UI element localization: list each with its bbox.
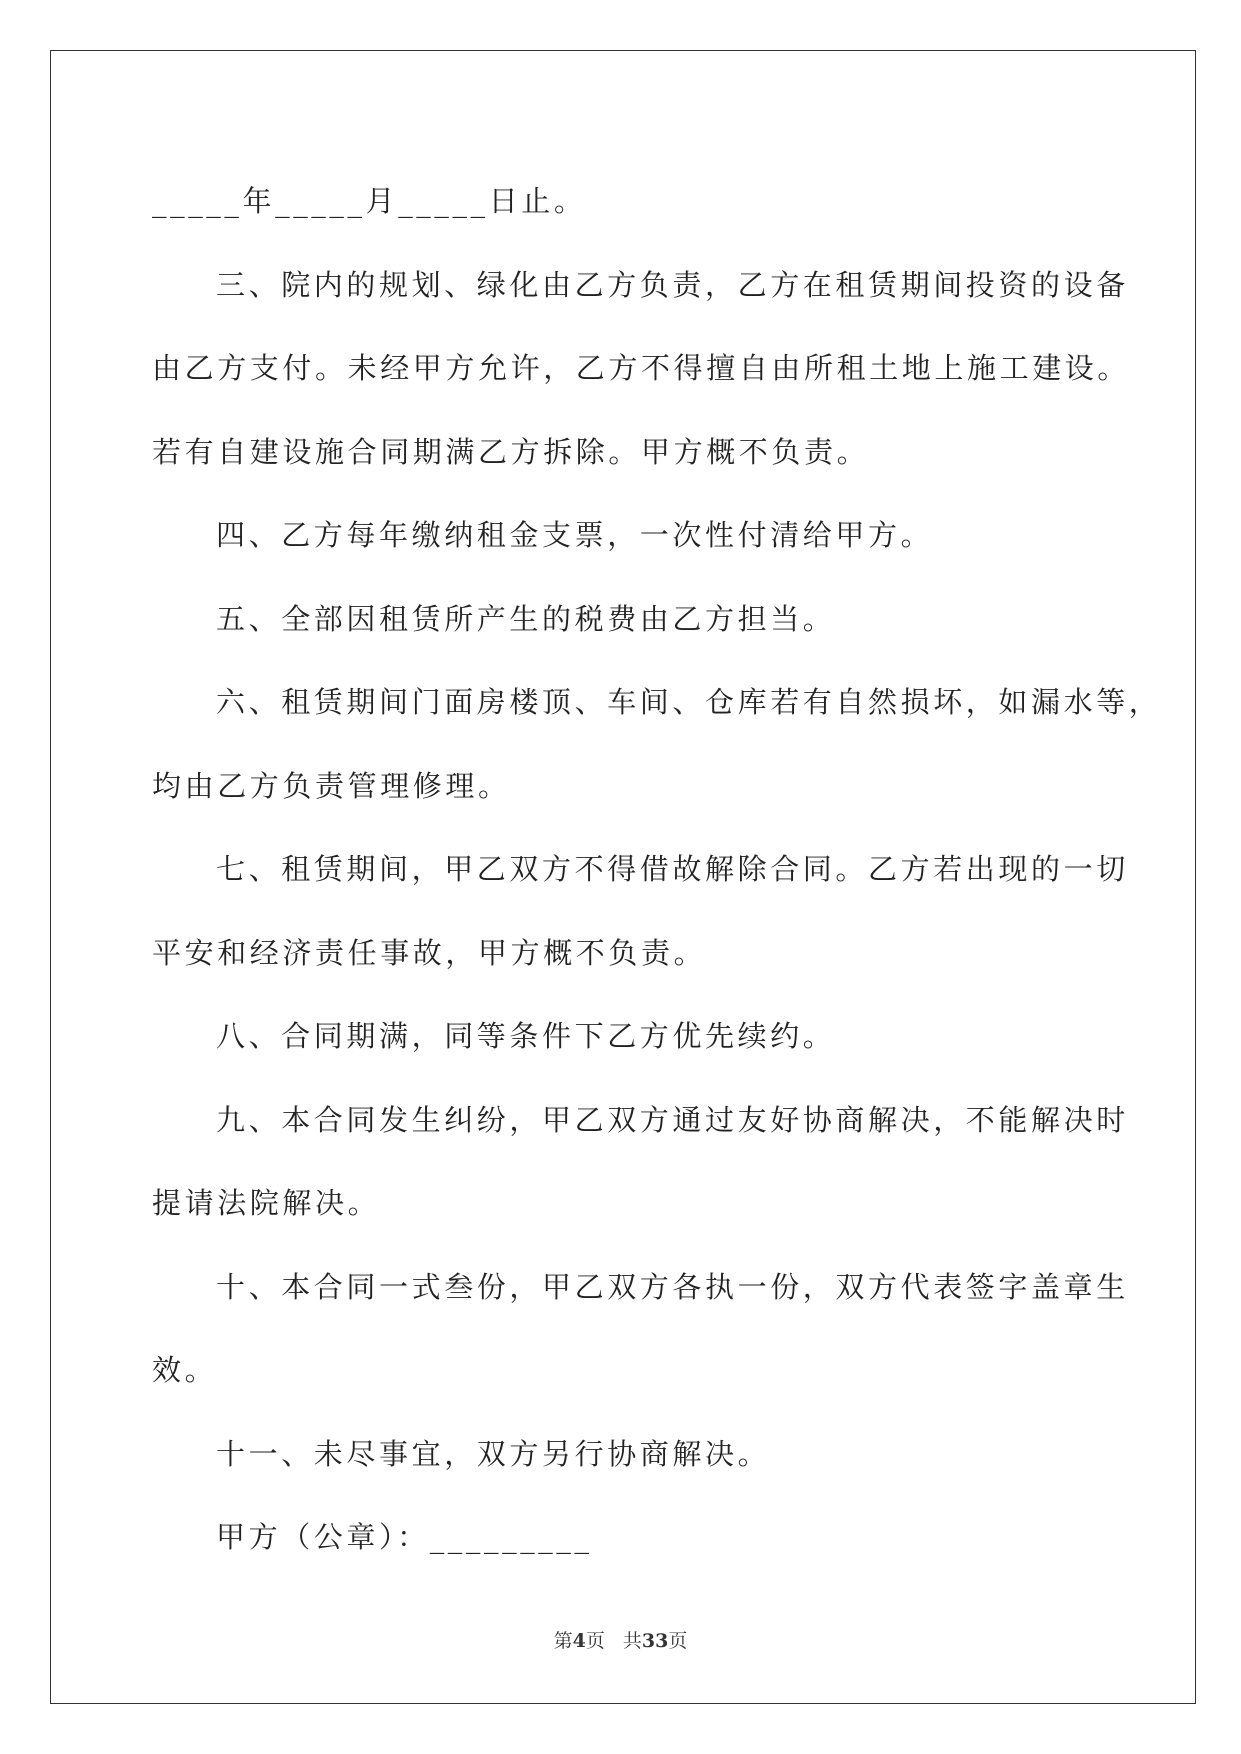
document-body [152,160,1162,1580]
clause-5: 五、全部因租赁所产生的税费由乙方担当。 [216,601,836,636]
clause-7-line-1: 七、租赁期间，甲乙双方不得借故解除合同。乙方若出现的一切 [216,852,1129,886]
footer-page-prefix: 第 [553,1630,573,1652]
clause-3-line-2: 由乙方支付。未经甲方允许，乙方不得擅自由所租土地上施工建设。 [152,351,1131,385]
clause-11: 十一、未尽事宜，双方另行协商解决。 [216,1436,771,1471]
footer-total-pages: 33 [641,1630,669,1652]
clause-6-line-1: 六、租赁期间门面房楼顶、车间、仓库若有自然损坏，如漏水等， [216,685,1162,719]
clause-8: 八、合同期满，同等条件下乙方优先续约。 [216,1019,836,1053]
page-footer [0,1626,1241,1653]
clause-9-line-1: 九、本合同发生纠纷，甲乙双方通过友好协商解决，不能解决时 [216,1102,1129,1137]
clause-9-line-2: 提请法院解决。 [152,1186,381,1220]
clause-4: 四、乙方每年缴纳租金支票，一次性付清给甲方。 [216,518,934,552]
party-a-seal-line: 甲方（公章）：_________ [216,1520,593,1554]
clause-6-line-2: 均由乙方负责管理修理。 [152,768,511,803]
footer-page-number: 4 [572,1630,586,1652]
clause-3-line-1: 三、院内的规划、绿化由乙方负责，乙方在租赁期间投资的设备 [216,267,1129,302]
footer-page-suffix: 页 [585,1630,605,1652]
clause-10-line-2: 效。 [152,1353,218,1387]
footer-total-prefix: 共 [622,1630,642,1652]
clause-7-line-2: 平安和经济责任事故，甲方概不负责。 [152,935,707,970]
footer-total-suffix: 页 [668,1630,688,1652]
clause-10-line-1: 十、本合同一式叁份，甲乙双方各执一份，双方代表签字盖章生 [216,1269,1129,1304]
clause-3-line-3: 若有自建设施合同期满乙方拆除。甲方概不负责。 [152,434,870,469]
text-line-date-end: _____年_____月_____日止。 [152,184,587,218]
